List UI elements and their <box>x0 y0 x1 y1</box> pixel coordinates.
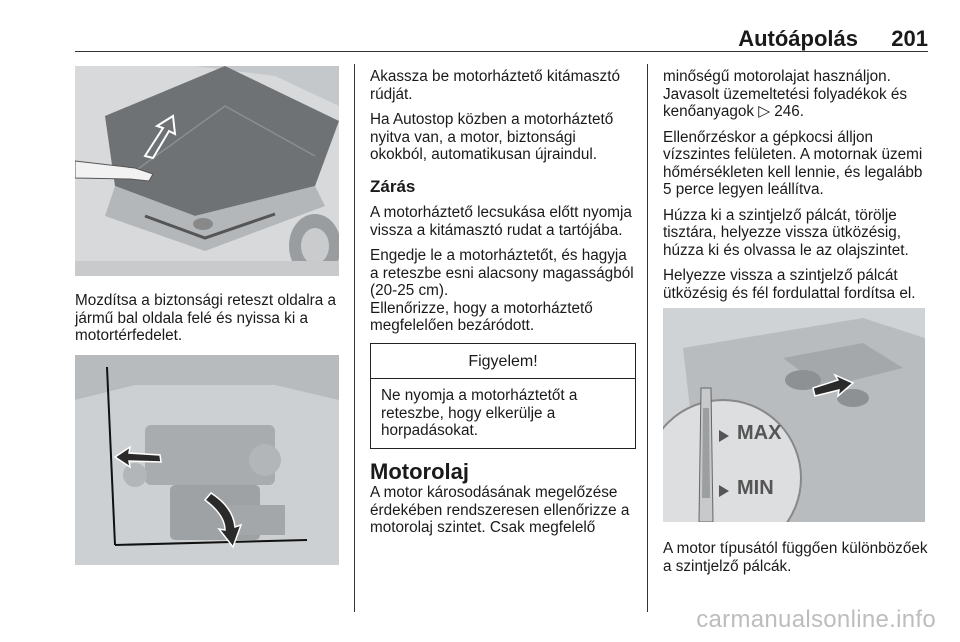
closing-step-1: A motorháztető lecsukása előtt nyomja vissza a kitámasztó rudat a tartójába. <box>370 204 632 239</box>
page-header <box>75 26 928 52</box>
column-divider-2 <box>647 64 648 612</box>
section-title: Autóápolás <box>738 26 858 51</box>
closing-step-3: Ellenőrizze, hogy a motorháztető megfelelően bezáródott. <box>370 299 593 334</box>
dipstick-caption: A motor típusától függően különbözőek a szintjelző pálcák. <box>663 540 928 575</box>
column-3 <box>663 68 931 310</box>
dipstick-max-label: MAX <box>737 422 782 444</box>
page-reference-arrow-icon[interactable]: ▷ <box>758 103 771 120</box>
autostop-note: Ha Autostop közben a motorháztető nyitva van, a motor, biztonsági okokból, automatikusan újraindul. <box>370 111 614 163</box>
oil-quality-sentence: minőségű motorolajat használjon. Javasolt üzemeltetési folyadékok és kenőanyagok <box>663 68 908 120</box>
page-reference-number[interactable]: 246. <box>774 103 805 120</box>
dipstick-reinsert-step: Helyezze vissza a szintjelző pálcát ütközésig és fél fordulattal fordítsa el. <box>663 267 916 302</box>
column-divider-1 <box>354 64 355 612</box>
dipstick-illustration <box>663 308 925 522</box>
prop-rod-drawing <box>75 355 339 565</box>
closing-heading: Zárás <box>370 176 416 196</box>
check-conditions: Ellenőrzéskor a gépkocsi álljon vízszintes felületen. A motornak üzemi hőmérsékleten kell lennie, és legalább 5 perce legyen leállítva. <box>663 128 923 198</box>
column-1 <box>75 292 345 353</box>
notice-title: Figyelem! <box>371 344 635 380</box>
closing-step-2: Engedje le a motorháztetőt, és hagyja a reteszbe esni alacsony magasságból (20-25 cm). <box>370 247 634 299</box>
hood-prop-rod-illustration <box>75 355 339 565</box>
watermark-text: carmanualsonline.info <box>696 606 936 633</box>
hood-release-caption: Mozdítsa a biztonsági reteszt oldalra a jármű bal oldala felé és nyissa ki a motortérfedelet. <box>75 292 337 344</box>
prop-rod-instruction: Akassza be motorháztető kitámasztó rúdját. <box>370 68 620 103</box>
engine-oil-heading: Motorolaj <box>370 458 469 484</box>
column-3-caption <box>663 540 931 583</box>
header-rule <box>75 51 928 52</box>
dipstick-drawing <box>663 308 925 522</box>
oil-quality-text <box>663 68 931 121</box>
hood-release-drawing <box>75 66 339 276</box>
page-number: 201 <box>891 26 928 51</box>
column-2 <box>370 68 636 545</box>
hood-release-illustration <box>75 66 339 276</box>
caution-notice <box>370 343 636 449</box>
engine-oil-intro: A motor károsodásának megelőzése érdekében rendszeresen ellenőrizze a motorolaj szintet. Csak megfelelő <box>370 484 630 536</box>
dipstick-reading-steps: Húzza ki a szintjelző pálcát, törölje tisztára, helyezze vissza ütközésig, húzza ki és olvassa le az olajszintet. <box>663 206 909 259</box>
notice-body: Ne nyomja a motorháztetőt a reteszbe, hogy elkerülje a horpadásokat. <box>381 387 578 439</box>
dipstick-min-label: MIN <box>737 477 774 499</box>
